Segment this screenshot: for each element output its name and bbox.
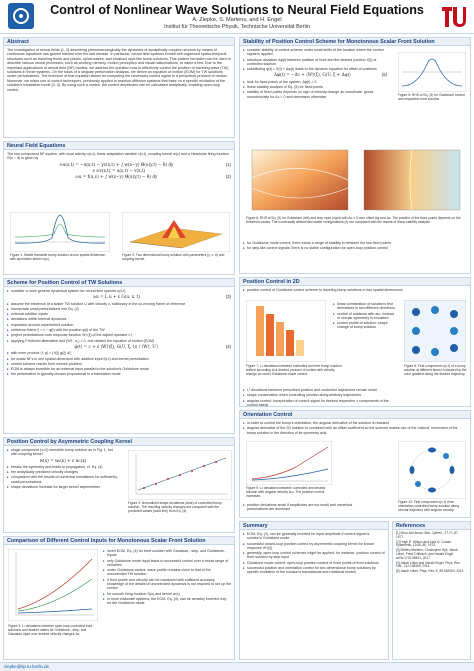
comparison-item: ▸ in more elaborate systems, the EOM, Eq. (4), can be sensibly inverted only for the Goldstone mode bbox=[103, 597, 231, 606]
summary-item: ▸ successful closed-loop position control by asymmetric coupling kernel for known response W†(ξ) bbox=[243, 542, 385, 551]
abstract-panel bbox=[3, 37, 235, 138]
references-heading: References bbox=[393, 522, 470, 530]
comparison-item: ▸ only Goldstone mode input leads to successful control over a broad range of velocities bbox=[103, 559, 231, 568]
scheme-item: ▸ external additive inputs bbox=[7, 312, 231, 316]
figure-2-caption: Figure 2: Two dimensional bump solution with parameters (γ, ε, θ) and coupling kernel. bbox=[122, 253, 225, 261]
equation-3: (3) ∂ₜu = L u + ε G(u, x, t) bbox=[92, 294, 231, 300]
summary-item: ▸ Goldstone mode control: open-loop position control of fixed points of front solutions bbox=[243, 561, 385, 565]
position-2d-panel bbox=[239, 277, 471, 407]
neural-field-heading: Neural Field Equations bbox=[4, 142, 234, 150]
stability-item: ▸ look for fixed points of the system, Δφ̇(t) = 0 bbox=[243, 80, 387, 84]
stability-item: ▸ stability of fixed points depends on sign of velocity change as coordinate: grows monotonically for Δc < 0 and decreases otherwise bbox=[243, 90, 387, 99]
comparison-item: ▸ for smooth firing function S(u) and kernel w(x) bbox=[103, 592, 231, 596]
stability-item: ▸ consider stability of control scheme under small shifts of the location where the control signal is applied bbox=[243, 48, 387, 57]
reference-item: [2] Hugh R. Wilson and Jack D. Cowan. Kybernetik, 13:55–80, 1973. bbox=[396, 539, 452, 548]
figure-4-caption: Figure 4: L² deviations between open-loop controlled front solutions and desired states for Goldstone-, step- and Gaussian-input over desired velocity changes Δc. bbox=[8, 624, 93, 636]
comparison-heading: Comparison of Different Control Inputs for Monotonous Scalar Front Solution bbox=[4, 537, 234, 545]
summary-item: ▸ EOM, Eq. (4), can be generally inverted for input amplitude if control signal is solution's Goldstone mode bbox=[243, 532, 385, 541]
tu-berlin-logo-icon bbox=[440, 4, 468, 30]
comparison-item: ▸ under Goldstone control, wave profile remains close to that of the uncontrolled TW solution bbox=[103, 568, 231, 577]
summary-heading: Summary bbox=[240, 522, 388, 530]
figure-6-left-heatmap bbox=[248, 148, 352, 214]
stability-item: ▸ for Goldstone mode control, there exists a range of stability in between the two fixed points bbox=[243, 241, 465, 245]
scheme-item: ▸ the perturbation is typically chosen proportional to a translation mode bbox=[7, 372, 231, 376]
asym-kernel-panel bbox=[3, 437, 235, 533]
stability-item: ▸ substituting φ(t) = X(t) + Δφ(t) leads to the dynamic equation for offset of positions bbox=[243, 67, 387, 71]
pos2d-item: ▸ linear combination of solution's first derivatives in two different directions bbox=[333, 302, 397, 311]
summary-panel bbox=[239, 521, 389, 660]
references-panel bbox=[392, 521, 471, 660]
poster-footer bbox=[0, 662, 474, 671]
figure-8-caption: Figure 8: First component u(x,t) of a bump solution at different times t indicated by the color gradient along the desired trajectory. bbox=[404, 364, 467, 376]
asym-kernel-heading: Position Control by Asymmetric Coupling Kernel bbox=[4, 438, 234, 446]
scheme-item: ▸ with inner product ⟨f, g⟩ = ∫ f(ξ) g(ξ) dξ bbox=[7, 351, 231, 355]
equation-1b: ε ∂ₜv(x,t) = u(x,t) − v(x,t) bbox=[92, 167, 146, 173]
equation-1: (1) ∂ₜu(x,t) = −u(x,t) − γv(x,t) + ∫ w(x−y) Θ(u(y,t) − θ) dy bbox=[59, 161, 231, 167]
scheme-heading: Scheme for Position Control of TW Solutions bbox=[4, 279, 234, 287]
stability-item: ▸ linear stability analysis of Eq. (5) for fixed points bbox=[243, 85, 387, 89]
scheme-item: ▸ control scheme results from inverse problem bbox=[7, 362, 231, 366]
contact-email-link[interactable]: ziepke@itp.tu-berlin.de bbox=[4, 664, 49, 669]
neural-field-panel bbox=[3, 141, 235, 275]
stability-panel bbox=[239, 37, 471, 274]
pos2d-item: ▸ L² deviations between prescribed position and controlled trajectories remain small bbox=[243, 388, 397, 392]
scheme-item: ▸ assume the existence of a stable TW solution U with velocity c, stationary in the co-moving frame of reference bbox=[7, 302, 231, 306]
comparison-item: ▸ if front profile and velocity can be measured with sufficient accuracy, knowledge of the details of uncontrolled dynamics is not required to set up the control bbox=[103, 578, 231, 591]
scheme-item: ▸ EOM is always invertible for an external input parallel to the solution's Goldstone mode bbox=[7, 367, 231, 371]
reference-item: [4] Jakob Löber and Harald Engel. Phys. Rev. Lett., 112:148305, 2014. bbox=[396, 560, 461, 569]
summary-item: ▸ generally, open-loop control schemes might be applied, for instance, position control of front solution by step input bbox=[243, 551, 385, 560]
figure-1-caption: Figure 1: Stable immobile bump solution at one spatial dimension with symmetric kernel w(x). bbox=[10, 253, 106, 261]
orientation-panel bbox=[239, 410, 471, 518]
scheme-item: ▸ reference frame ξ = x − φ(t) with the position φ(t) of the TW bbox=[7, 328, 231, 332]
figure-10-plot bbox=[398, 441, 466, 499]
figure-7-plot bbox=[246, 300, 326, 362]
asym-item: ▸ shape deviations increase for larger kernel asymmetries bbox=[7, 485, 119, 489]
abstract-text: The investigation of neural fields [1, 2] describing phenomenologically the dynamics of synaptically coupled neurons by means of continuous equations has gained interest over the last decade. In particular, neural field systems exhibit self-organized spatio-temporal structures such as traveling fronts and pulses, spiral-waves, and localized spot-like bump solutions. This pattern formation can be used to describe various neural processes, such as working memory, motion perception and visual hallucinations, to name a few. Due to the important applications of neural field (NF) models, we address the question how to effectively control the position of traveling wave (TW) solutions in these systems. On the basis of a singular perturbation analysis, we derive an equation of motion (EOM) for TW solutions under perturbations. The inversion of that equation allows for computing the necessary control signal to a prescribed protocol of motion. Moreover, we make use of control techniques, previously applied to reaction-diffusion systems that base on a specific excitation of the solution's translation mode [3, 4]. By using such a control, the control amplitudes can be calculated analytically, enabling open-loop control. bbox=[7, 48, 231, 92]
scheme-item: ▸ deviations within internal dynamics bbox=[7, 317, 231, 321]
poster-institution: Institut für Theoretische Physik, Technische Universität Berlin bbox=[164, 24, 310, 30]
stability-item: ▸ for step-like control signals, there is no stable configuration for open-loop position control bbox=[243, 246, 465, 250]
pos2d-item: ▸ angular control: incorporation of control signal for desired respective ± components of the control signal bbox=[243, 399, 397, 407]
asym-item: ▸ single component (v=0) immobile bump solution as in Fig. 1, but with coupling kernel bbox=[7, 448, 119, 457]
reference-item: [1] Shun-ichi Amari. Biol. Cybern., 27:77–87, 1977. bbox=[396, 531, 459, 539]
scheme-item: ▸ incorporate small perturbations into Eq. (2) bbox=[7, 307, 231, 311]
poster-authors: A. Ziepke, S. Martens, and H. Engel bbox=[192, 17, 282, 23]
asym-item: ▸ breaks the symmetry and leads to propagation, cf. Eq. (4) bbox=[7, 465, 119, 469]
comparison-item: ▸ invert EOM, Eq. (4) for front solution with Gaussian-, step- and Goldstone-inputs bbox=[103, 549, 231, 558]
figure-6-caption: Figure 6: RHS of Eq. (5) for Goldstone (left) and step input (right) with Δc ≠ 0 over offset Δφ and Δc. The position of the fixed points depends on the threshold values. The numerically determined stable configurations (x) are compared with the results of linear stability analysis. bbox=[246, 216, 461, 224]
pos2d-item: ▸ control profile of solution: shape change of bump solution bbox=[333, 321, 397, 330]
figure-6-right-heatmap bbox=[360, 148, 464, 214]
equation-2: (2) ∂ₜu = f(u,v) + ∫ w(x−y) Θ(u(y,t) − θ) dy bbox=[75, 174, 231, 180]
pos2d-item: ▸ shape conservation when controlling solution along arbitrary trajectories bbox=[243, 393, 397, 397]
institute-logo-icon bbox=[8, 3, 34, 29]
orientation-item: ▸ position deviations small if amplitudes are too small and numerical perturbations are dominant bbox=[243, 503, 357, 512]
orientation-item: ▸ angular derivative of the 2D solution is combined with an offset coefficient so the scheme makes use of the 'natural' movement of the bump solution in the direction of its symmetry axis bbox=[243, 426, 467, 435]
neural-field-text: The two-component NF system, with local activity u(x,t), linear adaptation variable v(x,t), coupling kernel w(x) and a Heaviside firing function Θ(u − θ) is given by bbox=[7, 152, 230, 161]
position-2d-heading: Position Control in 2D bbox=[240, 278, 470, 286]
figure-2-surface-plot bbox=[122, 212, 230, 252]
figure-4-plot bbox=[8, 549, 98, 621]
abstract-heading: Abstract bbox=[4, 38, 234, 46]
figure-3-plot bbox=[128, 450, 232, 500]
summary-item: ▸ successful position and orientation control for two-dimensional bump solutions by specific excitation of the solution's translational and rotational modes bbox=[243, 566, 385, 575]
scheme-item: ▸ for scalar NFs in one spatial dimension with additive input f(x,t) and kernel perturbation bbox=[7, 357, 231, 361]
pos2d-item: ▸ control of solutions with arc, instead of circular symmetry is emulated bbox=[333, 312, 397, 321]
scheme-item: ▸ applying Fredholm alternative and (W†, u₀) = 0, one obtains the equation of motion (EOM) bbox=[7, 339, 231, 343]
stability-item: ▸ introduce deviation Δφ(t) between position of front and the desired position X(t) of controlled solution bbox=[243, 58, 387, 67]
figure-5-plot bbox=[398, 52, 466, 92]
scheme-panel bbox=[3, 278, 235, 434]
figure-7-caption: Figure 7: L² deviations between controlled and free bump solution shifted according to a desired protocol of motion with velocity change Δc under Goldstone-mode control. bbox=[246, 364, 342, 376]
figure-10-caption: Figure 10: First component u(x,t) of an orientation controlled bump solution along circular trajectory with angular velocity. bbox=[398, 500, 460, 512]
equation-4: (4) φ̇(t) = c + ε ⟨W†(ξ), G(U, ξ, t)⟩ / ⟨W†, U′⟩ bbox=[74, 343, 231, 349]
figure-5-caption: Figure 5: RHS of Eq. (5) for Goldstone control and respective front solution. bbox=[398, 93, 465, 101]
poster-header bbox=[0, 0, 474, 34]
comparison-panel bbox=[3, 536, 235, 660]
reference-item: [3] Steffen Martens, Christopher Ryll, Jakob Löber, Fredi Tröltzsch, and Harald Engel. arXiv:1702.08451, 2017. bbox=[396, 548, 458, 560]
equation-5: (5) Δφ̇(t) = −Δc + ⟨W†(ξ), G(U, ξ + Δφ)⟩ bbox=[273, 72, 387, 78]
kernel-equation: w(x) = w₀(x) + ε w₁(x) bbox=[39, 457, 87, 463]
figure-9-caption: Figure 9: L² deviations between controlled and desired solution with angular velocity Δω. The position control increases. bbox=[246, 486, 326, 498]
scheme-item: ▸ project perturbations onto response function W†(ξ) of the adjoint operator L† bbox=[7, 333, 231, 337]
figure-1-bump-plot bbox=[10, 212, 110, 252]
stability-heading: Stability of Position Control Scheme for Monotonous Scalar Front Solution bbox=[240, 38, 470, 46]
orientation-heading: Orientation Control bbox=[240, 411, 470, 419]
pos2d-item: ▸ position control of Goldstone control scheme to traveling bump solutions in two spatial dimensions bbox=[243, 288, 467, 292]
scheme-item: ▸ consider a more general dynamical system for neural field species u(x,t) bbox=[7, 289, 231, 293]
reference-item: [5] Jakob Löber. Phys. Rev. E, 89:062904, 2014. bbox=[396, 569, 465, 574]
scheme-item: ▸ expansion around unperturbed solution bbox=[7, 323, 231, 327]
poster-title: Control of Nonlinear Wave Solutions to Neural Field Equations bbox=[50, 3, 424, 17]
asym-item: ▸ the analytically predicted velocity changes bbox=[7, 470, 119, 474]
orientation-item: ▸ in order to control the bump's orientation, the angular derivative of the solution is rescaled bbox=[243, 421, 467, 425]
figure-9-plot bbox=[246, 441, 332, 485]
figure-8-plot bbox=[404, 300, 466, 362]
asym-item: ▸ comparison with the results of numerical simulations for sufficiently-small perturbations bbox=[7, 475, 119, 484]
figure-3-caption: Figure 3: Normalized shape deviations (dots) of controlled bump solution. The resulting velocity changes are compared with the predicted values (solid line) from Eq. (4). bbox=[128, 501, 222, 513]
